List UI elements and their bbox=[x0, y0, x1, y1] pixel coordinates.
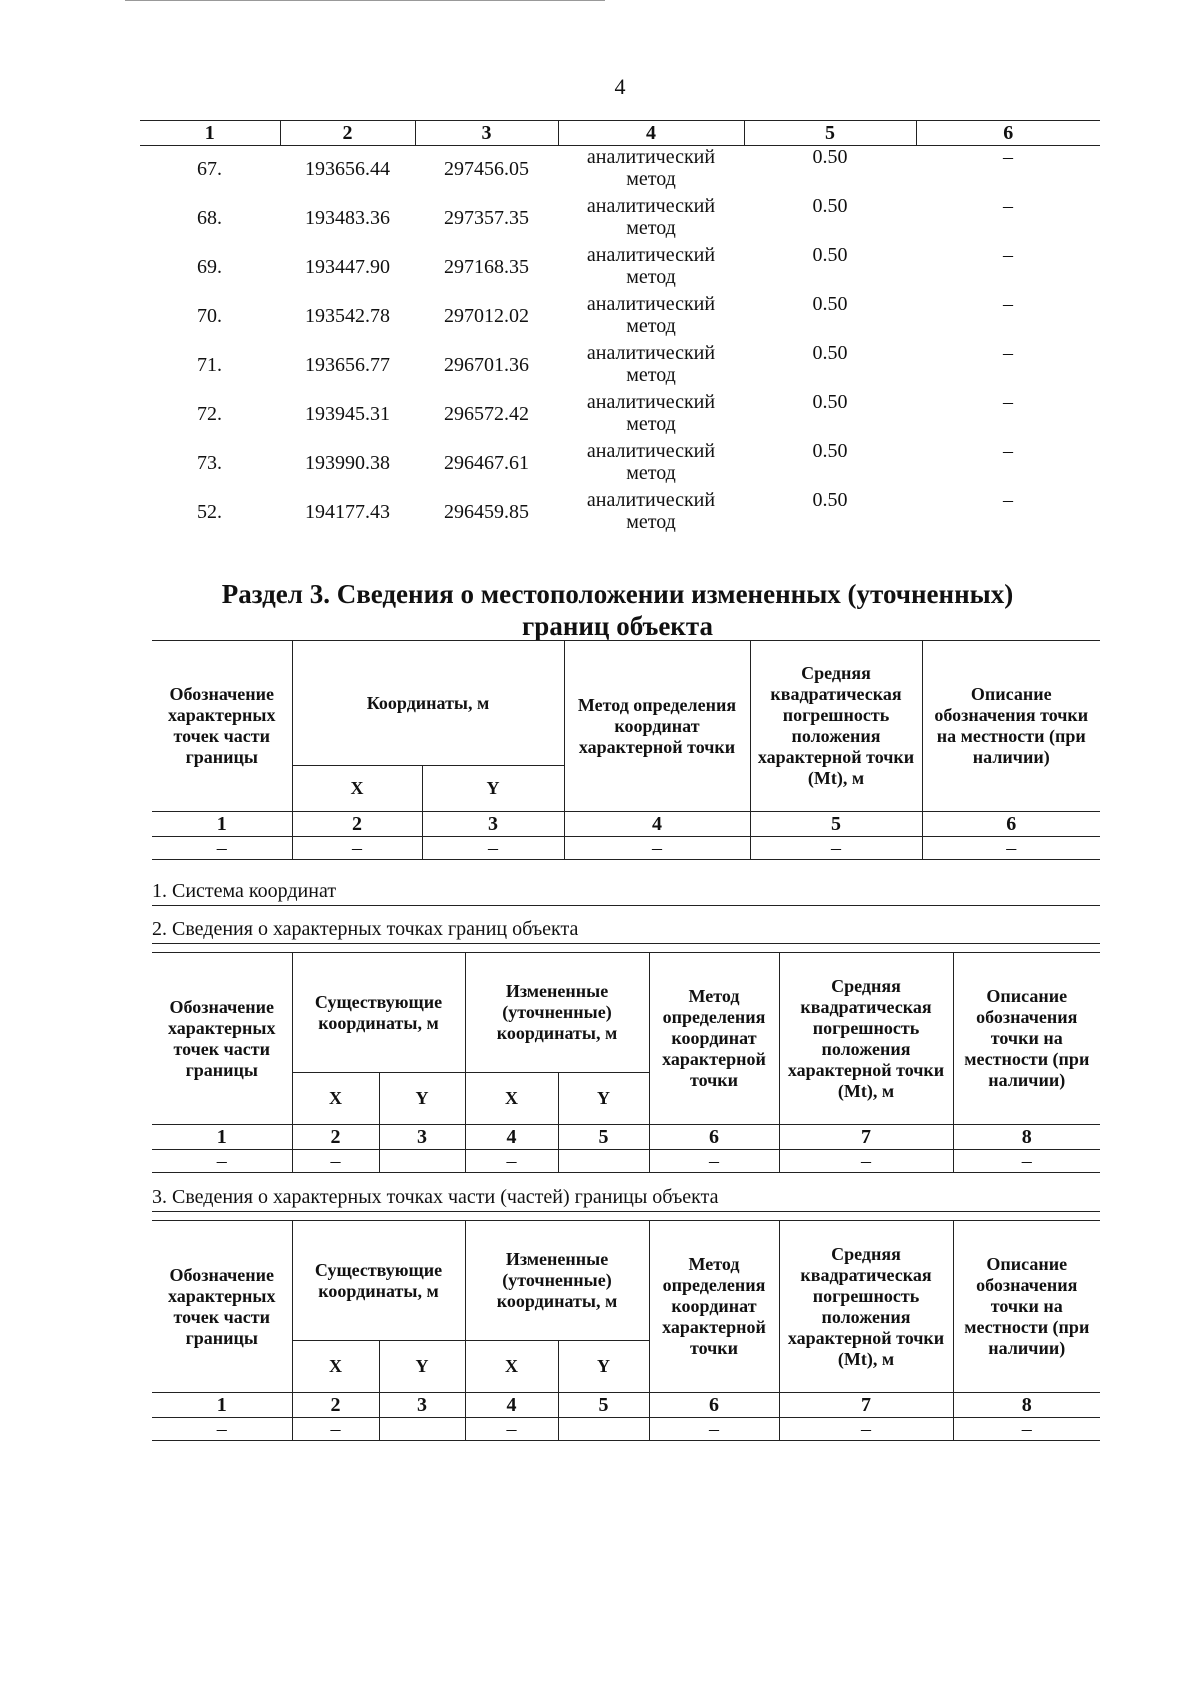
num-cell: 2 bbox=[292, 1393, 379, 1418]
method-line: метод bbox=[626, 168, 676, 190]
num-cell: 4 bbox=[465, 1393, 558, 1418]
coord-x: 193447.90 bbox=[305, 256, 390, 278]
mean-error: 0.50 bbox=[812, 440, 848, 462]
method-line: аналитический bbox=[586, 391, 716, 413]
header-point-designation: Обозначение характерных точек части границы bbox=[152, 953, 292, 1125]
section-title-line: Раздел 3. Сведения о местоположении измененных (уточненных) bbox=[221, 579, 1014, 609]
method-line: аналитический bbox=[586, 293, 716, 315]
num-cell: 8 bbox=[953, 1393, 1100, 1418]
num-cell: 1 bbox=[152, 812, 292, 837]
dash-cell bbox=[379, 1150, 465, 1173]
header-y: Y bbox=[379, 1341, 465, 1393]
method-line: аналитический bbox=[586, 489, 716, 511]
method-line: метод bbox=[626, 315, 676, 337]
point-number: 67. bbox=[197, 158, 222, 180]
dash-cell bbox=[558, 1418, 649, 1441]
description: – bbox=[1003, 146, 1013, 168]
num-cell: 2 bbox=[292, 812, 422, 837]
table-row bbox=[152, 1418, 1100, 1441]
mean-error: 0.50 bbox=[812, 342, 848, 364]
dash-cell: – bbox=[649, 1150, 779, 1173]
dash-cell: – bbox=[465, 1150, 558, 1173]
point-number: 72. bbox=[197, 403, 222, 425]
dash-cell: – bbox=[152, 1150, 292, 1173]
description: – bbox=[1003, 244, 1013, 266]
header-y: Y bbox=[379, 1073, 465, 1125]
method-line: аналитический bbox=[586, 195, 716, 217]
coord-x: 193483.36 bbox=[305, 207, 390, 229]
header-cell: 5 bbox=[744, 121, 916, 146]
section-title bbox=[140, 578, 1095, 642]
num-cell: 4 bbox=[465, 1125, 558, 1150]
header-point-designation: Обозначение характерных точек части границы bbox=[152, 1221, 292, 1393]
dash-cell: – bbox=[922, 837, 1100, 860]
method-cell bbox=[558, 146, 744, 196]
header-x: X bbox=[292, 1341, 379, 1393]
header-coordinates: Координаты, м bbox=[292, 641, 564, 766]
dash-cell: – bbox=[422, 837, 564, 860]
method-cell bbox=[558, 489, 744, 538]
num-cell: 1 bbox=[152, 1125, 292, 1150]
dash-cell: – bbox=[152, 1418, 292, 1441]
header-cell: 3 bbox=[415, 121, 558, 146]
dash-cell: – bbox=[649, 1418, 779, 1441]
coord-x: 193542.78 bbox=[305, 305, 390, 327]
header-cell: 2 bbox=[280, 121, 415, 146]
point-number: 68. bbox=[197, 207, 222, 229]
coord-y: 296459.85 bbox=[444, 501, 529, 523]
header-x: X bbox=[292, 1073, 379, 1125]
changed-borders-table bbox=[152, 640, 1100, 860]
header-point-designation: Обозначение характерных точек части границы bbox=[152, 641, 292, 812]
method-line: аналитический bbox=[586, 146, 716, 168]
header-description: Описание обозначения точки на местности (при наличии) bbox=[953, 1221, 1100, 1393]
method-cell bbox=[558, 440, 744, 489]
description: – bbox=[1003, 293, 1013, 315]
table-row bbox=[140, 342, 1100, 391]
coord-y: 297012.02 bbox=[444, 305, 529, 327]
description: – bbox=[1003, 195, 1013, 217]
caption-characteristic-points: 2. Сведения о характерных точках границ объекта bbox=[152, 918, 1100, 944]
method-cell bbox=[558, 342, 744, 391]
mean-error: 0.50 bbox=[812, 391, 848, 413]
num-cell: 6 bbox=[922, 812, 1100, 837]
method-line: метод bbox=[626, 511, 676, 533]
mean-error: 0.50 bbox=[812, 489, 848, 511]
header-mean-error: Средняя квадратическая погрешность положения характерной точки (Mt), м bbox=[750, 641, 922, 812]
header-method: Метод определения координат характерной точки bbox=[649, 953, 779, 1125]
dash-cell: – bbox=[953, 1418, 1100, 1441]
method-line: метод bbox=[626, 462, 676, 484]
header-method: Метод определения координат характерной точки bbox=[649, 1221, 779, 1393]
table-row bbox=[152, 1150, 1100, 1173]
num-cell: 4 bbox=[564, 812, 750, 837]
num-cell: 5 bbox=[750, 812, 922, 837]
point-number: 70. bbox=[197, 305, 222, 327]
point-number: 71. bbox=[197, 354, 222, 376]
method-cell bbox=[558, 293, 744, 342]
header-description: Описание обозначения точки на местности (при наличии) bbox=[922, 641, 1100, 812]
section-title-line: границ объекта bbox=[522, 611, 713, 641]
num-cell: 3 bbox=[379, 1125, 465, 1150]
num-cell: 3 bbox=[379, 1393, 465, 1418]
part-points-table bbox=[152, 1220, 1100, 1441]
dash-cell: – bbox=[953, 1150, 1100, 1173]
mean-error: 0.50 bbox=[812, 293, 848, 315]
column-number-row bbox=[152, 812, 1100, 837]
coord-x: 193656.77 bbox=[305, 354, 390, 376]
coord-x: 194177.43 bbox=[305, 501, 390, 523]
num-cell: 5 bbox=[558, 1393, 649, 1418]
table-row bbox=[140, 146, 1100, 196]
dash-cell bbox=[379, 1418, 465, 1441]
header-method: Метод определения координат характерной точки bbox=[564, 641, 750, 812]
mean-error: 0.50 bbox=[812, 146, 848, 168]
header-cell: 6 bbox=[916, 121, 1100, 146]
header-y: Y bbox=[422, 766, 564, 812]
dash-cell: – bbox=[465, 1418, 558, 1441]
coordinates-continuation-table bbox=[140, 120, 1100, 538]
table-row bbox=[140, 293, 1100, 342]
point-number: 52. bbox=[197, 501, 222, 523]
dash-cell: – bbox=[779, 1150, 953, 1173]
header-mean-error: Средняя квадратическая погрешность положения характерной точки (Mt), м bbox=[779, 953, 953, 1125]
description: – bbox=[1003, 342, 1013, 364]
header-cell: 4 bbox=[558, 121, 744, 146]
method-cell bbox=[558, 195, 744, 244]
coord-y: 297168.35 bbox=[444, 256, 529, 278]
header-x: X bbox=[465, 1341, 558, 1393]
method-cell bbox=[558, 391, 744, 440]
num-cell: 1 bbox=[152, 1393, 292, 1418]
table-row bbox=[140, 244, 1100, 293]
table-row bbox=[140, 440, 1100, 489]
dash-cell: – bbox=[750, 837, 922, 860]
header-y: Y bbox=[558, 1073, 649, 1125]
table-row bbox=[152, 837, 1100, 860]
header-x: X bbox=[292, 766, 422, 812]
column-number-row bbox=[152, 1393, 1100, 1418]
num-cell: 7 bbox=[779, 1125, 953, 1150]
header-description: Описание обозначения точки на местности (при наличии) bbox=[953, 953, 1100, 1125]
dash-cell bbox=[558, 1150, 649, 1173]
coord-y: 296467.61 bbox=[444, 452, 529, 474]
method-cell bbox=[558, 244, 744, 293]
characteristic-points-table bbox=[152, 952, 1100, 1173]
top-edge-line bbox=[125, 0, 605, 1]
coord-x: 193945.31 bbox=[305, 403, 390, 425]
point-number: 69. bbox=[197, 256, 222, 278]
method-line: метод bbox=[626, 217, 676, 239]
dash-cell: – bbox=[779, 1418, 953, 1441]
caption-coordinate-system: 1. Система координат bbox=[152, 880, 1100, 906]
header-mean-error: Средняя квадратическая погрешность положения характерной точки (Mt), м bbox=[779, 1221, 953, 1393]
dash-cell: – bbox=[564, 837, 750, 860]
mean-error: 0.50 bbox=[812, 244, 848, 266]
table-row bbox=[140, 195, 1100, 244]
num-cell: 7 bbox=[779, 1393, 953, 1418]
column-number-header bbox=[140, 121, 1100, 146]
description: – bbox=[1003, 489, 1013, 511]
page-number: 4 bbox=[614, 74, 626, 99]
num-cell: 3 bbox=[422, 812, 564, 837]
column-number-row bbox=[152, 1125, 1100, 1150]
method-line: метод bbox=[626, 364, 676, 386]
description: – bbox=[1003, 440, 1013, 462]
coord-y: 296572.42 bbox=[444, 403, 529, 425]
num-cell: 6 bbox=[649, 1393, 779, 1418]
method-line: метод bbox=[626, 266, 676, 288]
description: – bbox=[1003, 391, 1013, 413]
header-y: Y bbox=[558, 1341, 649, 1393]
dash-cell: – bbox=[292, 1150, 379, 1173]
table-row bbox=[140, 391, 1100, 440]
dash-cell: – bbox=[292, 1418, 379, 1441]
coord-x: 193990.38 bbox=[305, 452, 390, 474]
method-line: метод bbox=[626, 413, 676, 435]
num-cell: 8 bbox=[953, 1125, 1100, 1150]
coord-x: 193656.44 bbox=[305, 158, 390, 180]
coord-y: 297456.05 bbox=[444, 158, 529, 180]
method-line: аналитический bbox=[586, 342, 716, 364]
coord-y: 297357.35 bbox=[444, 207, 529, 229]
dash-cell: – bbox=[292, 837, 422, 860]
header-existing-coords: Существующие координаты, м bbox=[292, 1221, 465, 1341]
table-row bbox=[140, 489, 1100, 538]
point-number: 73. bbox=[197, 452, 222, 474]
header-changed-coords: Измененные (уточненные) координаты, м bbox=[465, 953, 649, 1073]
num-cell: 5 bbox=[558, 1125, 649, 1150]
header-cell: 1 bbox=[140, 121, 280, 146]
method-line: аналитический bbox=[586, 440, 716, 462]
num-cell: 2 bbox=[292, 1125, 379, 1150]
header-existing-coords: Существующие координаты, м bbox=[292, 953, 465, 1073]
header-x: X bbox=[465, 1073, 558, 1125]
method-line: аналитический bbox=[586, 244, 716, 266]
mean-error: 0.50 bbox=[812, 195, 848, 217]
coord-y: 296701.36 bbox=[444, 354, 529, 376]
num-cell: 6 bbox=[649, 1125, 779, 1150]
dash-cell: – bbox=[152, 837, 292, 860]
header-changed-coords: Измененные (уточненные) координаты, м bbox=[465, 1221, 649, 1341]
caption-part-points: 3. Сведения о характерных точках части (частей) границы объекта bbox=[152, 1186, 1100, 1212]
